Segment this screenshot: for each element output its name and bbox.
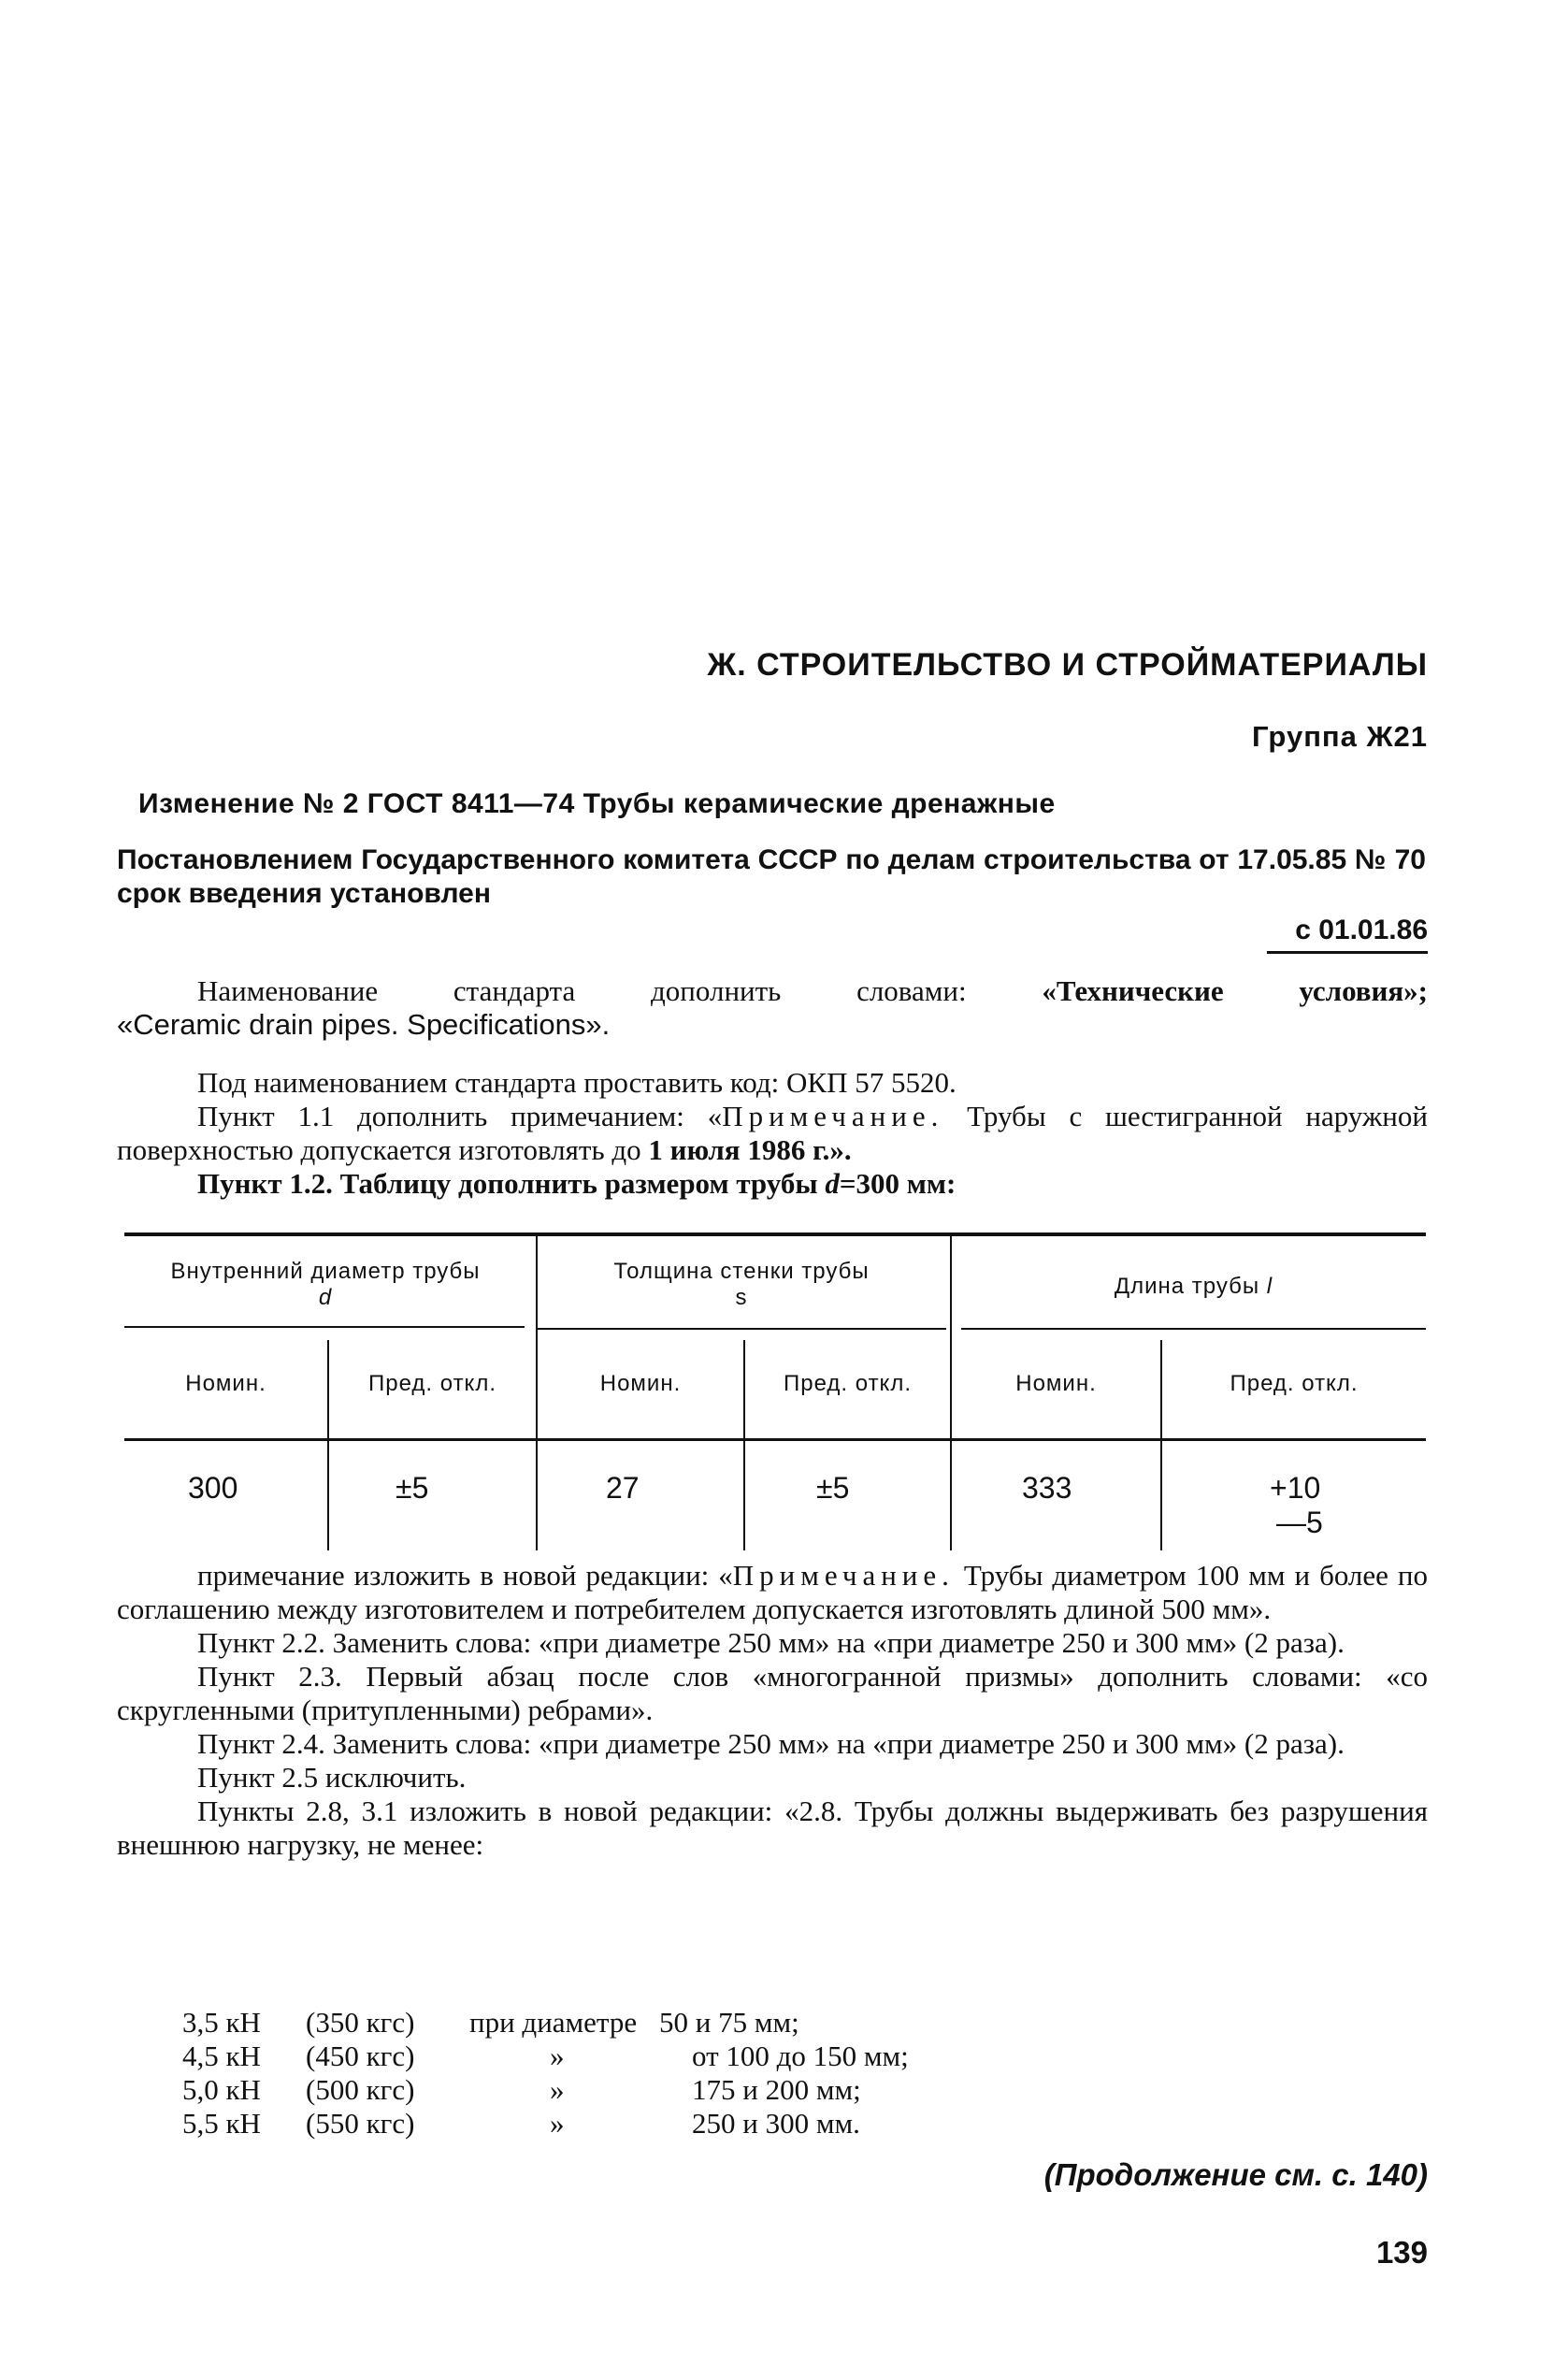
p4-tail: =300 мм: bbox=[839, 1167, 957, 1200]
p4-var: d bbox=[825, 1167, 840, 1200]
load-range: 175 и 200 мм; bbox=[692, 2073, 861, 2106]
header-bottom-rule bbox=[124, 1438, 1426, 1441]
p5-lead: примечание изложить в новой редакции: « bbox=[197, 1559, 733, 1592]
p5-text: Трубы диаметром 100 мм и более по соглашению между изготовителем и потребителем допускается изготовлять длиной 500 мм». bbox=[117, 1559, 1428, 1625]
cell-d-dev: ±5 bbox=[396, 1471, 429, 1505]
header-pipe-length-symbol: l bbox=[1266, 1274, 1273, 1299]
paragraphs-block-2 bbox=[117, 1559, 1428, 1862]
header-inner-diameter-symbol: d bbox=[318, 1285, 333, 1310]
load-ditto: при диаметре bbox=[469, 2006, 638, 2039]
paragraph-name-addition bbox=[117, 974, 1428, 1042]
paragraphs-block-1 bbox=[117, 1066, 1428, 1201]
cell-l-nom: 333 bbox=[1022, 1471, 1072, 1505]
header-rule-3 bbox=[961, 1328, 1426, 1330]
header-pipe-length-label: Длина трубы bbox=[1114, 1274, 1267, 1299]
load-force: 3,5 кН bbox=[182, 2006, 261, 2039]
load-ditto: » bbox=[550, 2040, 565, 2072]
continuation-note: (Продолжение см. с. 140) bbox=[1043, 2157, 1428, 2192]
date-underline bbox=[1267, 951, 1428, 954]
p6: Пункт 2.2. Заменить слова: «при диаметре 250 мм» на «при диаметре 250 и 300 мм» (2 раза). bbox=[197, 1626, 1345, 1659]
load-kgf: (550 кгс) bbox=[306, 2107, 415, 2140]
cell-l-dev-minus: —5 bbox=[1276, 1506, 1323, 1539]
page-number: 139 bbox=[1375, 2235, 1428, 2270]
header-inner-diameter bbox=[124, 1259, 526, 1311]
header-rule-2 bbox=[538, 1328, 946, 1330]
sub-l-nom: Номин. bbox=[1015, 1371, 1097, 1396]
p7: Пункт 2.3. Первый абзац после слов «многогранной призмы» дополнить словами: «со скругленными (притупленными) ребрами». bbox=[117, 1660, 1428, 1726]
effective-date: с 01.01.86 bbox=[1295, 915, 1428, 945]
p8: Пункт 2.4. Заменить слова: «при диаметре 250 мм» на «при диаметре 250 и 300 мм» (2 раза). bbox=[197, 1727, 1345, 1760]
p4-lead: Пункт 1.2. Таблицу дополнить размером трубы bbox=[197, 1167, 826, 1200]
header-wall-thickness bbox=[540, 1259, 942, 1311]
change-title: Изменение № 2 ГОСТ 8411—74 Трубы керамические дренажные bbox=[138, 788, 1056, 819]
header-inner-diameter-label: Внутренний диаметр трубы bbox=[170, 1259, 481, 1284]
sub-s-dev: Пред. откл. bbox=[783, 1371, 912, 1396]
load-range: от 100 до 150 мм; bbox=[692, 2040, 909, 2072]
p3-lead: Пункт 1.1 дополнить примечанием: « bbox=[197, 1100, 723, 1132]
p1-latin: «Ceramic drain pipes. Specifications». bbox=[117, 1008, 611, 1041]
sub-d-dev: Пред. откл. bbox=[367, 1371, 496, 1396]
sub-s-nom: Номин. bbox=[599, 1371, 682, 1396]
sub-l-dev: Пред. откл. bbox=[1230, 1371, 1359, 1396]
cell-s-nom: 27 bbox=[606, 1471, 640, 1505]
p1-lead: Наименование стандарта дополнить словами: bbox=[197, 974, 1043, 1007]
p5-note: Примечание. bbox=[732, 1559, 955, 1592]
group-code: Группа Ж21 bbox=[1252, 720, 1428, 753]
load-range: 50 и 75 мм; bbox=[659, 2006, 799, 2039]
resolution-text: Постановлением Государственного комитета СССР по делам строительства от 17.05.85 № 70 срок введения установлен bbox=[117, 844, 1426, 909]
p10: Пункты 2.8, 3.1 изложить в новой редакции: «2.8. Трубы должны выдерживать без разрушения внешнюю нагрузку, не менее: bbox=[117, 1795, 1428, 1861]
section-title: Ж. СТРОИТЕЛЬСТВО И СТРОЙМАТЕРИАЛЫ bbox=[707, 647, 1428, 683]
p2: Под наименованием стандарта проставить код: ОКП 57 5520. bbox=[197, 1066, 957, 1099]
cell-l-dev-plus: +10 bbox=[1270, 1471, 1321, 1505]
p3-bold: 1 июля 1986 г.». bbox=[648, 1133, 852, 1166]
header-wall-thickness-label: Толщина стенки трубы bbox=[613, 1259, 870, 1284]
table-top-rule bbox=[124, 1232, 1426, 1236]
load-kgf: (350 кгс) bbox=[306, 2006, 415, 2039]
load-ditto: » bbox=[550, 2073, 565, 2106]
load-force: 5,0 кН bbox=[182, 2073, 261, 2106]
cell-d-nom: 300 bbox=[188, 1471, 238, 1505]
p9: Пункт 2.5 исключить. bbox=[197, 1761, 467, 1794]
header-wall-thickness-symbol: s bbox=[735, 1285, 748, 1310]
load-kgf: (450 кгс) bbox=[306, 2040, 415, 2072]
header-rule-1 bbox=[124, 1326, 525, 1328]
cell-s-dev: ±5 bbox=[816, 1471, 850, 1505]
load-ditto: » bbox=[550, 2107, 565, 2140]
load-force: 5,5 кН bbox=[182, 2107, 261, 2140]
dimensions-table bbox=[124, 1232, 1426, 1550]
p3-text: Трубы с шестигранной наружной поверхностью допускается изготовлять до bbox=[117, 1100, 1428, 1166]
load-kgf: (500 кгс) bbox=[306, 2073, 415, 2106]
p1-quote: «Технические условия»; bbox=[1042, 974, 1429, 1007]
p3-note: Примечание. bbox=[722, 1100, 944, 1132]
load-range: 250 и 300 мм. bbox=[692, 2107, 860, 2140]
header-pipe-length bbox=[961, 1274, 1426, 1300]
load-force: 4,5 кН bbox=[182, 2040, 261, 2072]
sub-d-nom: Номин. bbox=[185, 1371, 266, 1396]
